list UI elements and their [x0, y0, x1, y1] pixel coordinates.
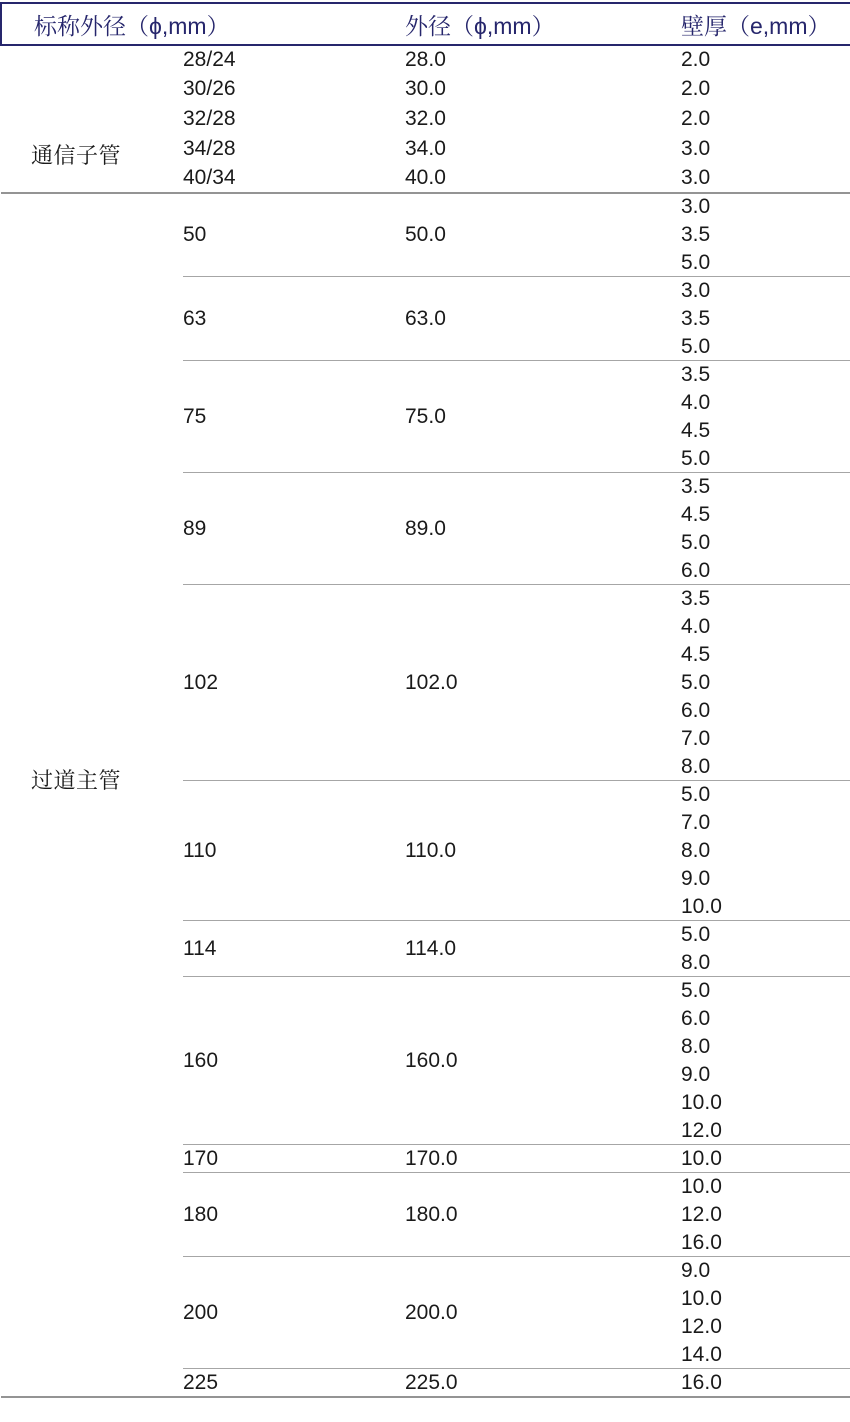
nominal-diameter-cell: 114 [183, 921, 405, 977]
wall-thickness-cell: 6.0 [681, 558, 711, 582]
nominal-diameter-cell: 180 [183, 1173, 405, 1257]
wall-thickness-cell: 4.0 [681, 614, 711, 638]
wall-thickness-cell: 4.5 [681, 418, 711, 442]
wall-thickness-cell: 4.5 [681, 502, 711, 526]
nominal-diameter-cell: 89 [183, 473, 405, 585]
outer-diameter-cell: 225.0 [405, 1369, 681, 1397]
wall-thickness-cell: 3.0 [681, 165, 711, 189]
nominal-diameter-cell: 200 [183, 1257, 405, 1369]
nominal-diameter-cell: 110 [183, 781, 405, 921]
wall-thickness-cell: 5.0 [681, 446, 711, 470]
wall-thickness-cell: 5.0 [681, 250, 711, 274]
nominal-diameter-cell: 50 [183, 193, 405, 277]
wall-thickness-cell: 12.0 [681, 1118, 722, 1142]
wall-thickness-cell: 7.0 [681, 810, 711, 834]
outer-diameter-cell: 180.0 [405, 1173, 681, 1257]
wall-thickness-cell: 5.0 [681, 334, 711, 358]
nominal-diameter-cell: 170 [183, 1145, 405, 1173]
nominal-diameter-cell: 63 [183, 277, 405, 361]
wall-thickness-cell: 12.0 [681, 1202, 722, 1226]
wall-thickness-cell: 9.0 [681, 1257, 850, 1285]
col-header-wall-thickness: 壁厚（e,mm） [681, 3, 850, 45]
outer-diameter-cell: 63.0 [405, 277, 681, 361]
wall-thickness-cell: 4.5 [681, 642, 711, 666]
outer-diameter-cell: 110.0 [405, 781, 681, 921]
wall-thickness-cell: 3.0 [681, 136, 711, 160]
nominal-diameter-cell: 32/28 [183, 106, 236, 130]
nominal-diameter-cell: 160 [183, 977, 405, 1145]
wall-thickness-cell: 6.0 [681, 1006, 711, 1030]
wall-thickness-cell: 8.0 [681, 838, 711, 862]
wall-thickness-cell: 3.5 [681, 361, 850, 389]
wall-thickness-cell: 16.0 [681, 1369, 850, 1397]
pipe-spec-table [0, 2, 850, 1398]
wall-thickness-cell: 8.0 [681, 754, 711, 778]
nominal-diameter-cell: 40/34 [183, 165, 236, 189]
wall-thickness-cell: 6.0 [681, 698, 711, 722]
wall-thickness-cell: 16.0 [681, 1230, 722, 1254]
wall-thickness-cell: 10.0 [681, 1173, 850, 1201]
nominal-diameter-cell: 28/24 [183, 48, 236, 72]
table-row [1, 193, 850, 221]
wall-thickness-cell: 3.5 [681, 222, 711, 246]
wall-thickness-cell: 2.0 [681, 48, 711, 72]
outer-diameter-cell: 50.0 [405, 193, 681, 277]
nominal-diameter-cell: 225 [183, 1369, 405, 1397]
wall-thickness-cell: 3.5 [681, 306, 711, 330]
table-row [1, 45, 850, 75]
wall-thickness-cell: 7.0 [681, 726, 711, 750]
outer-diameter-cell: 160.0 [405, 977, 681, 1145]
header-row [1, 3, 850, 45]
outer-diameter-cell: 75.0 [405, 361, 681, 473]
wall-thickness-cell: 10.0 [681, 894, 722, 918]
group-label-cell: 过道主管 [1, 193, 183, 1397]
wall-thickness-cell: 4.0 [681, 390, 711, 414]
outer-diameter-cell: 170.0 [405, 1145, 681, 1173]
wall-thickness-cell: 5.0 [681, 670, 711, 694]
group-label-cell: 通信子管 [31, 143, 122, 169]
table-body [1, 45, 850, 1397]
wall-thickness-cell: 12.0 [681, 1314, 722, 1338]
outer-diameter-cell: 102.0 [405, 585, 681, 781]
wall-thickness-cell: 9.0 [681, 866, 711, 890]
outer-diameter-cell: 89.0 [405, 473, 681, 585]
wall-thickness-cell: 8.0 [681, 950, 711, 974]
wall-thickness-cell: 10.0 [681, 1090, 722, 1114]
wall-thickness-cell: 3.5 [681, 585, 850, 613]
wall-thickness-cell: 14.0 [681, 1342, 722, 1366]
outer-diameter-cell: 40.0 [405, 165, 446, 189]
wall-thickness-cell: 3.0 [681, 193, 850, 221]
outer-diameter-cell: 34.0 [405, 136, 446, 160]
outer-diameter-cell: 28.0 [405, 48, 446, 72]
wall-thickness-cell: 2.0 [681, 77, 711, 101]
nominal-diameter-cell: 75 [183, 361, 405, 473]
outer-diameter-cell: 114.0 [405, 921, 681, 977]
wall-thickness-cell: 8.0 [681, 1034, 711, 1058]
col-header-nominal-outer-diameter: 标称外径（ϕ,mm） [1, 3, 405, 45]
wall-thickness-cell: 5.0 [681, 530, 711, 554]
wall-thickness-cell: 5.0 [681, 781, 850, 809]
outer-diameter-cell: 32.0 [405, 106, 446, 130]
nominal-diameter-cell: 34/28 [183, 136, 236, 160]
wall-thickness-cell: 5.0 [681, 977, 850, 1005]
wall-thickness-cell: 10.0 [681, 1145, 850, 1173]
outer-diameter-cell: 30.0 [405, 77, 446, 101]
nominal-diameter-cell: 102 [183, 585, 405, 781]
wall-thickness-cell: 5.0 [681, 921, 850, 949]
wall-thickness-cell: 2.0 [681, 106, 711, 130]
wall-thickness-cell: 9.0 [681, 1062, 711, 1086]
wall-thickness-cell: 10.0 [681, 1286, 722, 1310]
nominal-diameter-cell: 30/26 [183, 77, 236, 101]
col-header-outer-diameter: 外径（ϕ,mm） [405, 3, 681, 45]
outer-diameter-cell: 200.0 [405, 1257, 681, 1369]
wall-thickness-cell: 3.5 [681, 473, 850, 501]
wall-thickness-cell: 3.0 [681, 277, 850, 305]
